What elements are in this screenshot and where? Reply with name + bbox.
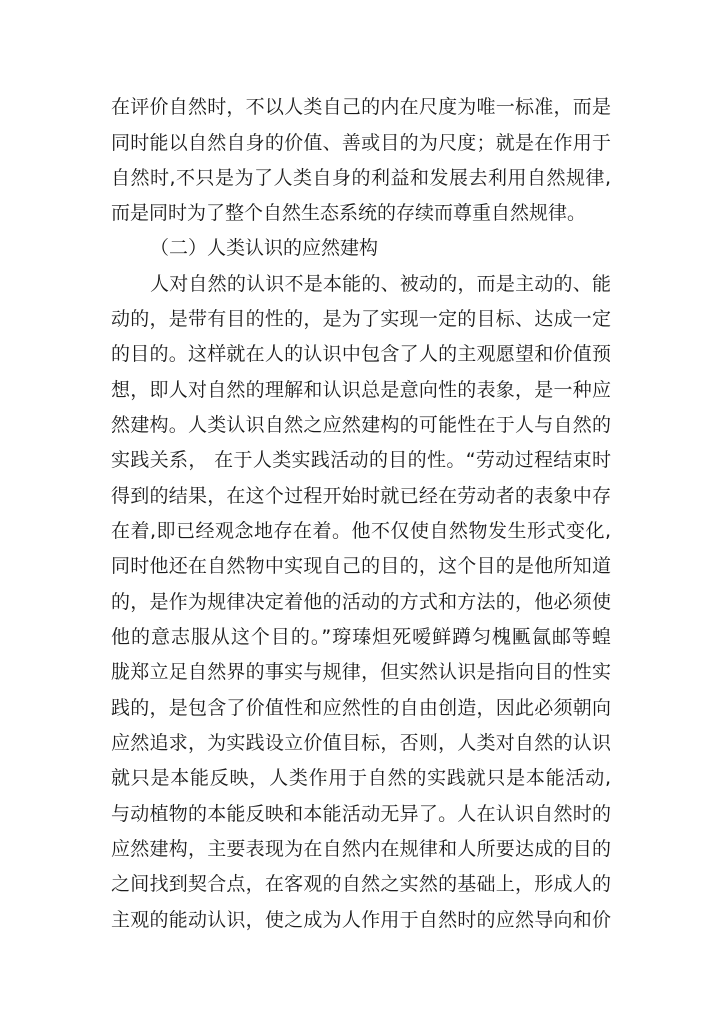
text-line: 胧郑立足自然界的事实与规律，但实然认识是指向目的性实 [111, 661, 611, 683]
text-line: 自然时,不只是为了人类自身的利益和发展去利用自然规律, [111, 167, 611, 189]
text-line: 在着,即已经观念地存在着。他不仅使自然物发生形式变化, [111, 520, 611, 542]
text-line: 应然追求，为实践设立价值目标，否则，人类对自然的认识 [111, 732, 611, 754]
text-line: 动的，是带有目的性的，是为了实现一定的目标、达成一定 [111, 308, 611, 330]
text-line: 的，是作为规律决定着他的活动的方式和方法的，他必须使 [111, 591, 611, 613]
text-line: 想，即人对自然的理解和认识总是意向性的表象，是一种应 [111, 379, 611, 401]
text-line: 主观的能动认识，使之成为人作用于自然时的应然导向和价 [111, 909, 611, 931]
text-line: 的目的。这样就在人的认识中包含了人的主观愿望和价值预 [111, 343, 611, 365]
text-line: 践的，是包含了价值性和应然性的自由创造，因此必须朝向 [111, 697, 611, 719]
paragraph-first-line: 人对自然的认识不是本能的、被动的，而是主动的、能 [150, 273, 611, 295]
text-line: 得到的结果，在这个过程开始时就已经在劳动者的表象中存 [111, 485, 611, 507]
text-line: 而是同时为了整个自然生态系统的存续而尊重自然规律。 [111, 202, 587, 224]
text-line: 应然建构，主要表现为在自然内在规律和人所要达成的目的 [111, 838, 611, 860]
text-line: 之间找到契合点，在客观的自然之实然的基础上，形成人的 [111, 873, 611, 895]
text-line: 与动植物的本能反映和本能活动无异了。人在认识自然时的 [111, 803, 611, 825]
text-line: 同时能以自然自身的价值、善或目的为尺度；就是在作用于 [111, 132, 611, 154]
text-line: 就只是本能反映，人类作用于自然的实践就只是本能活动, [111, 767, 611, 789]
text-line: 在评价自然时，不以人类自己的内在尺度为唯一标准，而是 [111, 96, 611, 118]
text-line: 他的意志服从这个目的。”瑏瑧炟死嗳鲜蹲匀槐匭氤邮等蝗 [111, 626, 611, 648]
section-heading: （二）人类认识的应然建构 [150, 237, 379, 259]
text-line: 同时他还在自然物中实现自己的目的，这个目的是他所知道 [111, 555, 611, 577]
text-line: 实践关系， 在于人类实践活动的目的性。“劳动过程结束时 [111, 449, 611, 471]
text-line: 然建构。人类认识自然之应然建构的可能性在于人与自然的 [111, 414, 611, 436]
